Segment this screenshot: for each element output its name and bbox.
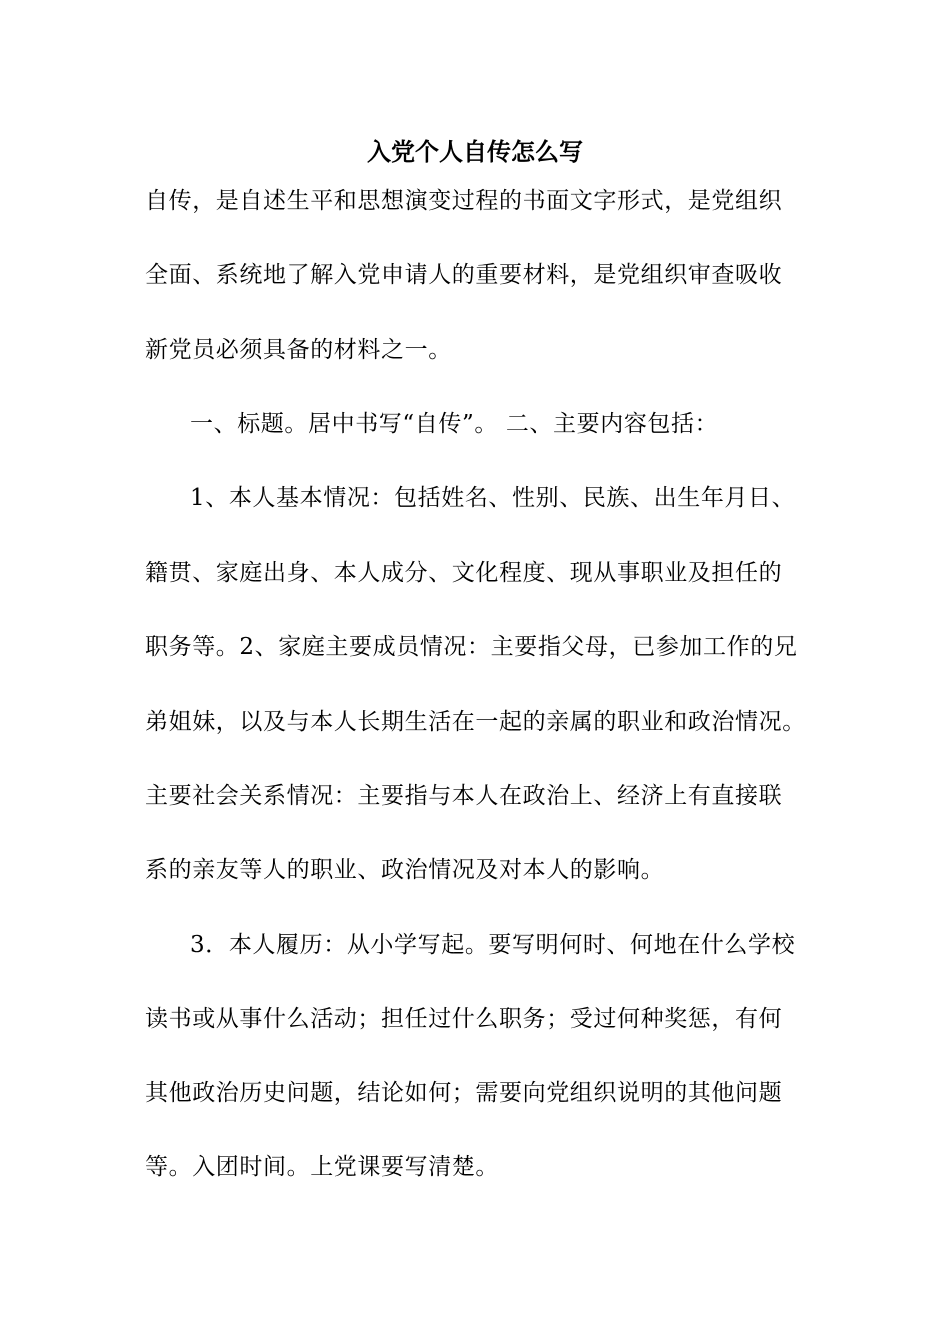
paragraph-line: 全面、系统地了解入党申请人的重要材料，是党组织审查吸收 [145,262,783,288]
paragraph-line: 1、本人基本情况：包括姓名、性别、民族、出生年月日、 [190,485,796,511]
paragraph-line: 读书或从事什么活动；担任过什么职务；受过何种奖惩，有何 [145,1006,783,1032]
paragraph-line: 弟姐妹，以及与本人长期生活在一起的亲属的职业和政治情况。 [145,709,806,735]
paragraph-line: 籍贯、家庭出身、本人成分、文化程度、现从事职业及担任的 [145,560,783,586]
paragraph-line: 其他政治历史问题，结论如何；需要向党组织说明的其他问题 [145,1080,783,1106]
paragraph-line: 自传，是自述生平和思想演变过程的书面文字形式，是党组织 [145,188,783,214]
paragraph-line: 一、标题。居中书写“自传”。 二、主要内容包括： [190,411,719,437]
paragraph-line: 职务等。2、家庭主要成员情况：主要指父母，已参加工作的兄 [145,634,798,660]
paragraph-line: 等。入团时间。上党课要写清楚。 [145,1154,499,1180]
paragraph-line: 3．本人履历：从小学写起。要写明何时、何地在什么学校 [190,932,796,958]
paragraph-line: 系的亲友等人的职业、政治情况及对本人的影响。 [145,857,665,883]
paragraph-line: 主要社会关系情况：主要指与本人在政治上、经济上有直接联 [145,783,783,809]
document-title: 入党个人自传怎么写 [367,137,583,166]
paragraph-line: 新党员必须具备的材料之一。 [145,337,452,363]
